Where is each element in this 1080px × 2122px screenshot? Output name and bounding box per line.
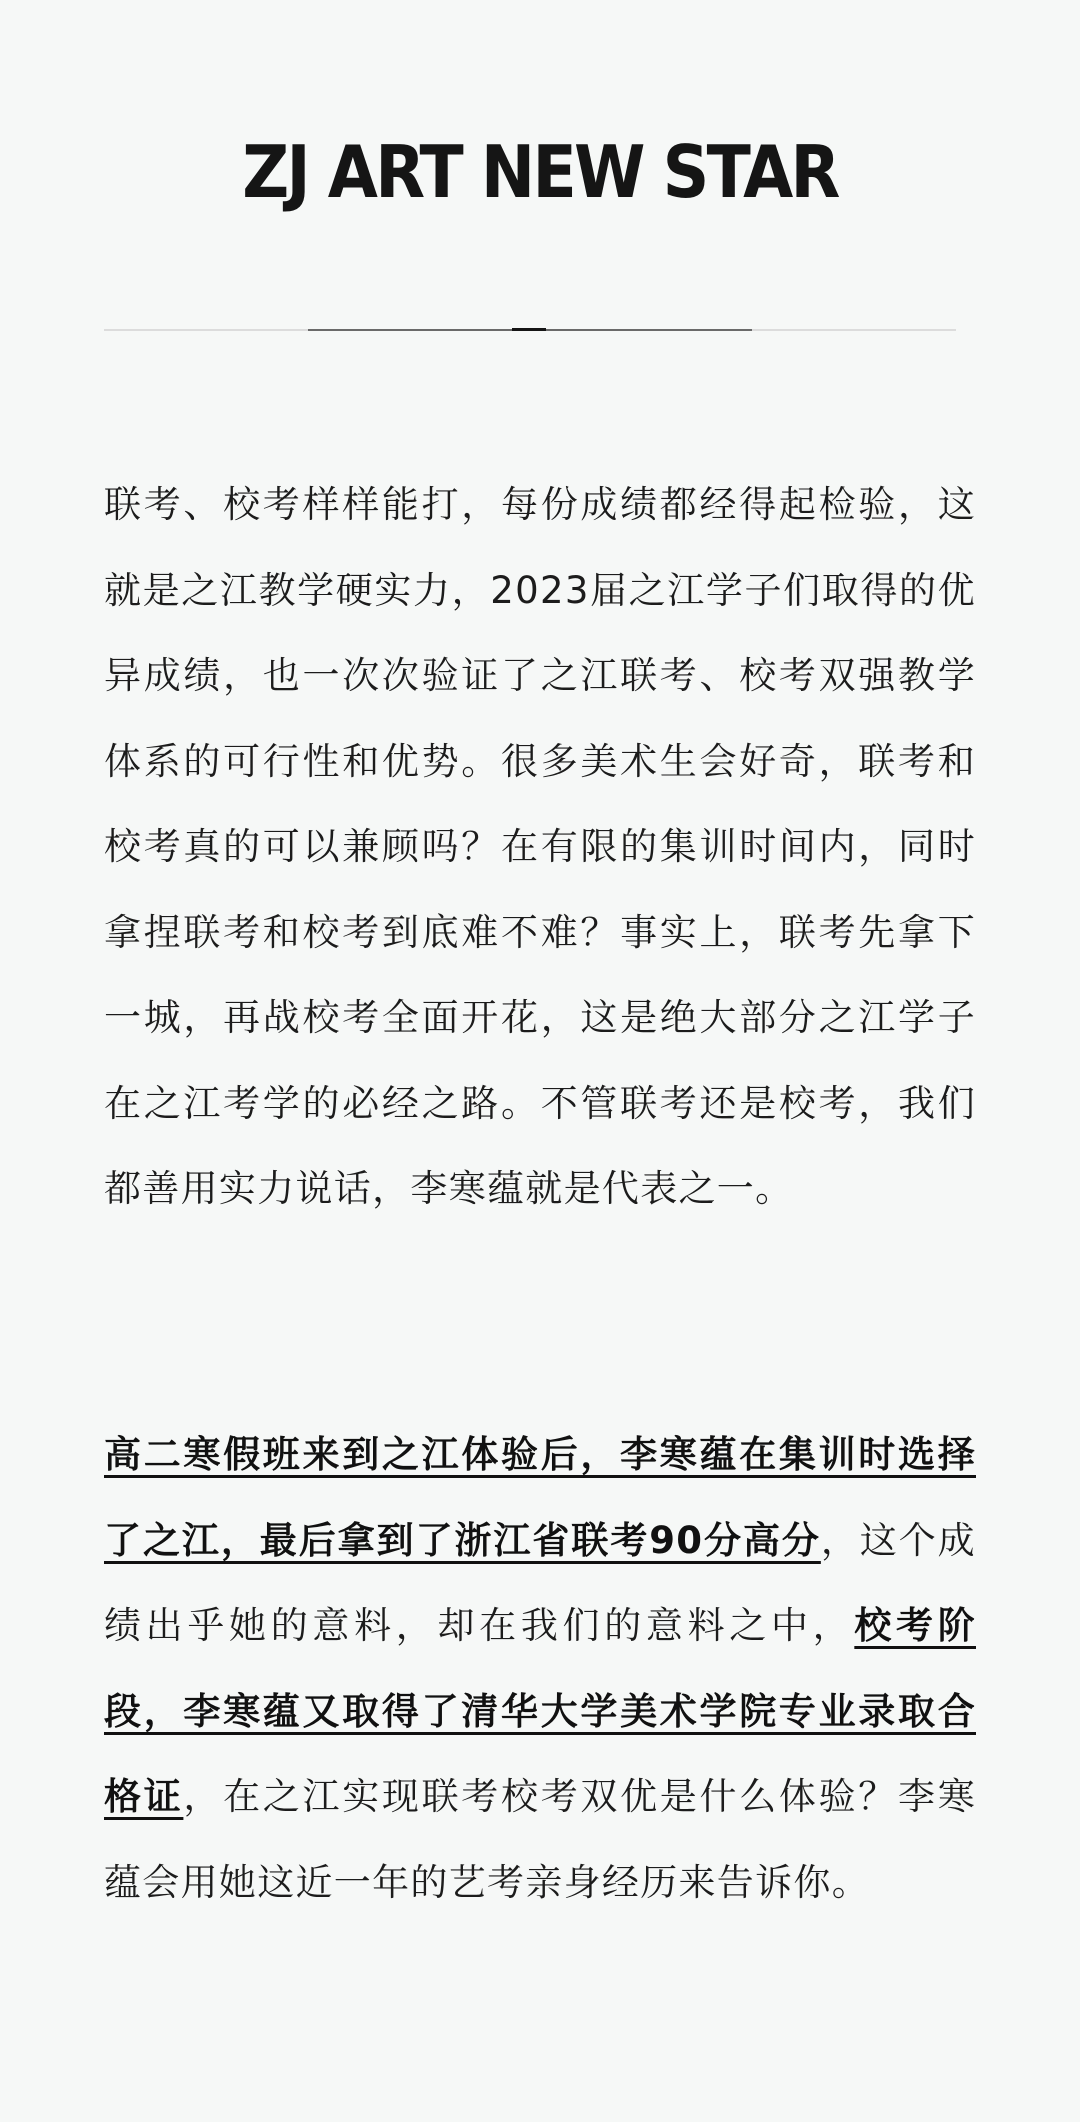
body-text-2: ，在之江实现联考校考双优是什么体验？李寒蕴会用她这近一年的艺考亲身经历来告诉你。 bbox=[104, 1775, 976, 1904]
body-text-1: ，这个成绩出乎她的意料，却在我们的意料之中， bbox=[104, 1518, 976, 1647]
divider-center-mark bbox=[512, 328, 546, 331]
article-paragraph-2 bbox=[104, 1412, 976, 1925]
article-paragraph-1: 联考、校考样样能打，每份成绩都经得起检验，这就是之江教学硬实力，2023届之江学子们取得的优异成绩，也一次次验证了之江联考、校考双强教学体系的可行性和优势。很多美术生会好奇，联考和校考真的可以兼顾吗？在有限的集训时间内，同时拿捏联考和校考到底难不难？事实上，联考先拿下一城，再战校考全面开花，这是绝大部分之江学子在之江考学的必经之路。不管联考还是校考，我们都善用实力说话，李寒蕴就是代表之一。 bbox=[104, 483, 976, 1210]
highlight-text-2: 校考阶段，李寒蕴又取得了清华大学美术学院专业录取合格证 bbox=[104, 1604, 976, 1818]
brand-title: ZJ ART NEW STAR bbox=[242, 130, 838, 214]
highlight-text-1: 高二寒假班来到之江体验后，李寒蕴在集训时选择了之江，最后拿到了浙江省联考90分高分 bbox=[104, 1433, 976, 1562]
